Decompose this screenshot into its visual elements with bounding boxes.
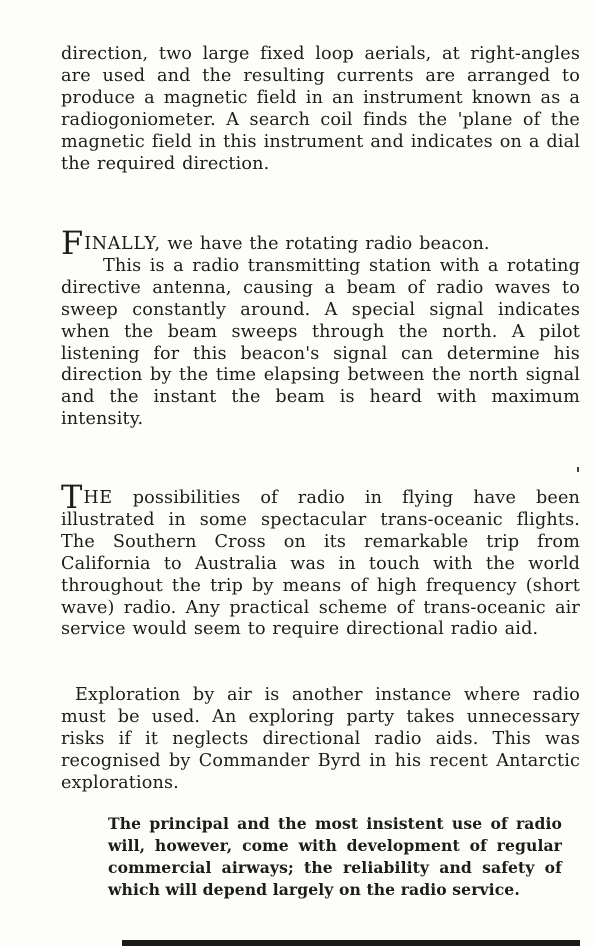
drop-cap-t: T — [61, 478, 83, 516]
paragraph-rotating-beacon-intro: we have the rotating radio beacon. — [160, 234, 490, 254]
paragraph-trans-oceanic-body: possibilities of radio in flying have been illustrated in some spectacular trans-oceanic flights. The Southern Cross on its remarkable trip from California to Australia was in touch with the world throughout the trip by means of high frequency (short wave) radio. Any practical scheme of trans-oceanic air service would seem to require directional radio aid. — [61, 488, 580, 640]
paragraph-rotating-beacon-body: This is a radio transmitting station with a rotating directive antenna, causing a beam of radio waves to sweep constantly around. A special signal indicates when the beam sweeps through the north. A pilot listening for this beacon's signal can determine his direction by the time elapsing between the north signal and the instant the beam is heard with maximum intensity. — [61, 255, 580, 430]
paragraph-exploration: Exploration by air is another instance where radio must be used. An exploring party takes unnecessary risks if it neglects directional radio aids. This was recognised by Commander Byrd in his recent Antarctic explorations. — [61, 685, 580, 793]
paragraph-rotating-beacon — [61, 224, 580, 431]
bold-closing-paragraph: The principal and the most insistent use of radio will, however, come with development of regular commercial airways; the reliability and safety of which will depend largely on the radio service. — [108, 814, 562, 899]
lead-word-finally: INALLY, — [84, 234, 161, 254]
paragraph-trans-oceanic — [61, 478, 580, 641]
paragraph-radiogoniometer: direction, two large fixed loop aerials, at right-angles are used and the resulting currents are arranged to produce a magnetic field in an instrument known as a radiogoniometer. A search coil finds the 'plane of the magnetic field in this instrument and indicates on a dial the required direction. — [61, 44, 580, 174]
bottom-rule — [122, 940, 580, 946]
print-speck — [577, 467, 579, 472]
drop-cap-f: F — [61, 224, 84, 262]
lead-word-the: HE — [83, 488, 113, 508]
